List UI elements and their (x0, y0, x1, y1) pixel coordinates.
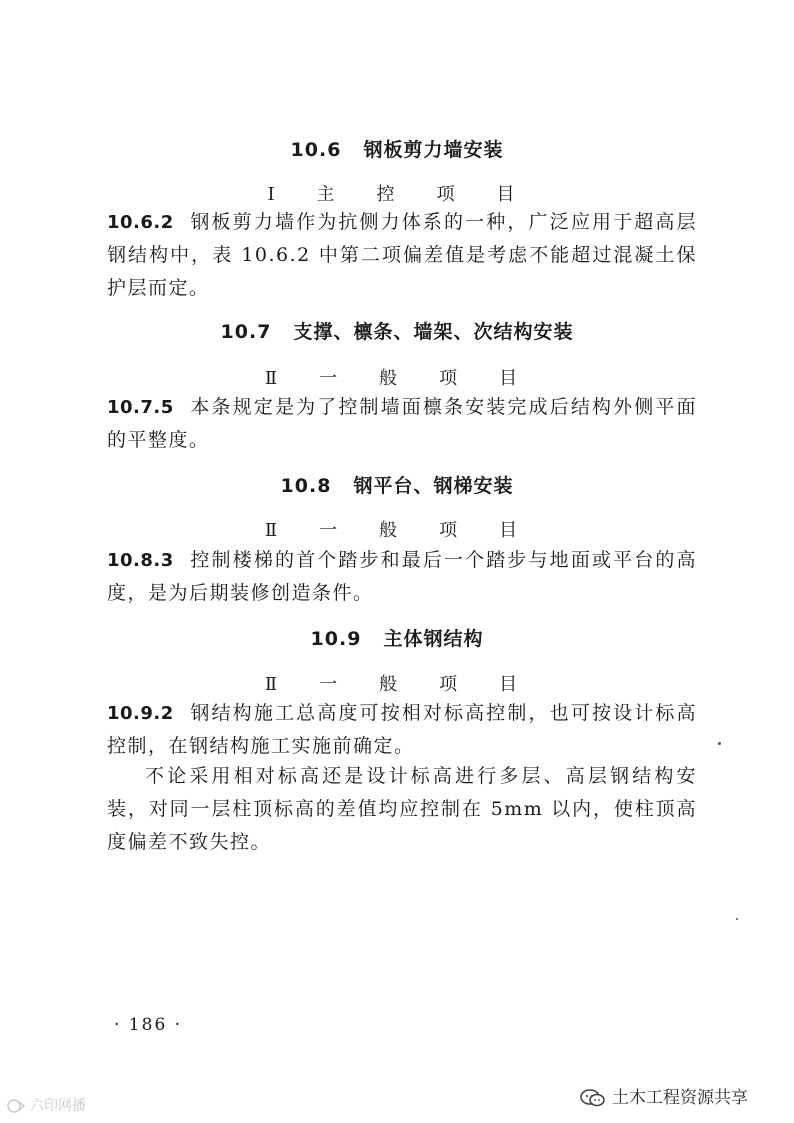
section-number: 10.6 (290, 139, 342, 161)
section-number: 10.8 (280, 475, 332, 497)
section-title: 主体钢结构 (383, 628, 484, 650)
clause-text: 钢板剪力墙作为抗侧力体系的一种，广泛应用于超高层钢结构中，表 10.6.2 中第二项偏差值是考虑不能超过混凝土保护层而定。 (107, 211, 697, 299)
watermark-logo-icon (6, 1098, 26, 1114)
faint-watermark (6, 1097, 86, 1115)
clause-paragraph (107, 391, 697, 457)
clause-text: 控制楼梯的首个踏步和最后一个踏步与地面或平台的高度，是为后期装修创造条件。 (107, 549, 697, 604)
wechat-icon (580, 1088, 606, 1108)
subheading: Ⅱ 一 般 项 目 (264, 520, 530, 541)
clause-paragraph (107, 697, 697, 763)
subheading: Ⅱ 一 般 项 目 (264, 368, 530, 389)
clause-number: 10.9.2 (107, 703, 174, 724)
brand-watermark (580, 1087, 748, 1109)
clause-number: 10.6.2 (107, 212, 174, 233)
clause-paragraph (107, 544, 697, 610)
section-title: 钢板剪力墙安装 (363, 139, 504, 161)
section-heading (0, 627, 794, 651)
section-number: 10.7 (220, 321, 272, 343)
section-number: 10.9 (310, 628, 362, 650)
clause-number: 10.7.5 (107, 397, 174, 418)
page-number: · 186 · (114, 1015, 183, 1035)
clause-number: 10.8.3 (107, 550, 174, 571)
section-heading (0, 474, 794, 498)
scan-speck (736, 918, 738, 920)
brand-text: 土木工程资源共享 (612, 1088, 748, 1108)
watermark-text: 六印网播 (30, 1098, 86, 1114)
section-title: 支撑、檩条、墙架、次结构安装 (293, 321, 574, 343)
section-heading (0, 138, 794, 162)
subheading: Ⅰ 主 控 项 目 (267, 184, 527, 205)
section-heading (0, 320, 794, 344)
continuation-paragraph: 不论采用相对标高还是设计标高进行多层、高层钢结构安装，对同一层柱顶标高的差值均应控制在 5mm 以内，使柱顶高度偏差不致失控。 (107, 765, 697, 853)
subheading: Ⅱ 一 般 项 目 (264, 674, 530, 695)
clause-text: 钢结构施工总高度可按相对标高控制，也可按设计标高控制，在钢结构施工实施前确定。 (107, 702, 697, 757)
clause-paragraph (107, 206, 697, 305)
clause-text: 本条规定是为了控制墙面檩条安装完成后结构外侧平面的平整度。 (107, 396, 697, 451)
scan-speck (718, 742, 721, 745)
section-title: 钢平台、钢梯安装 (353, 475, 514, 497)
